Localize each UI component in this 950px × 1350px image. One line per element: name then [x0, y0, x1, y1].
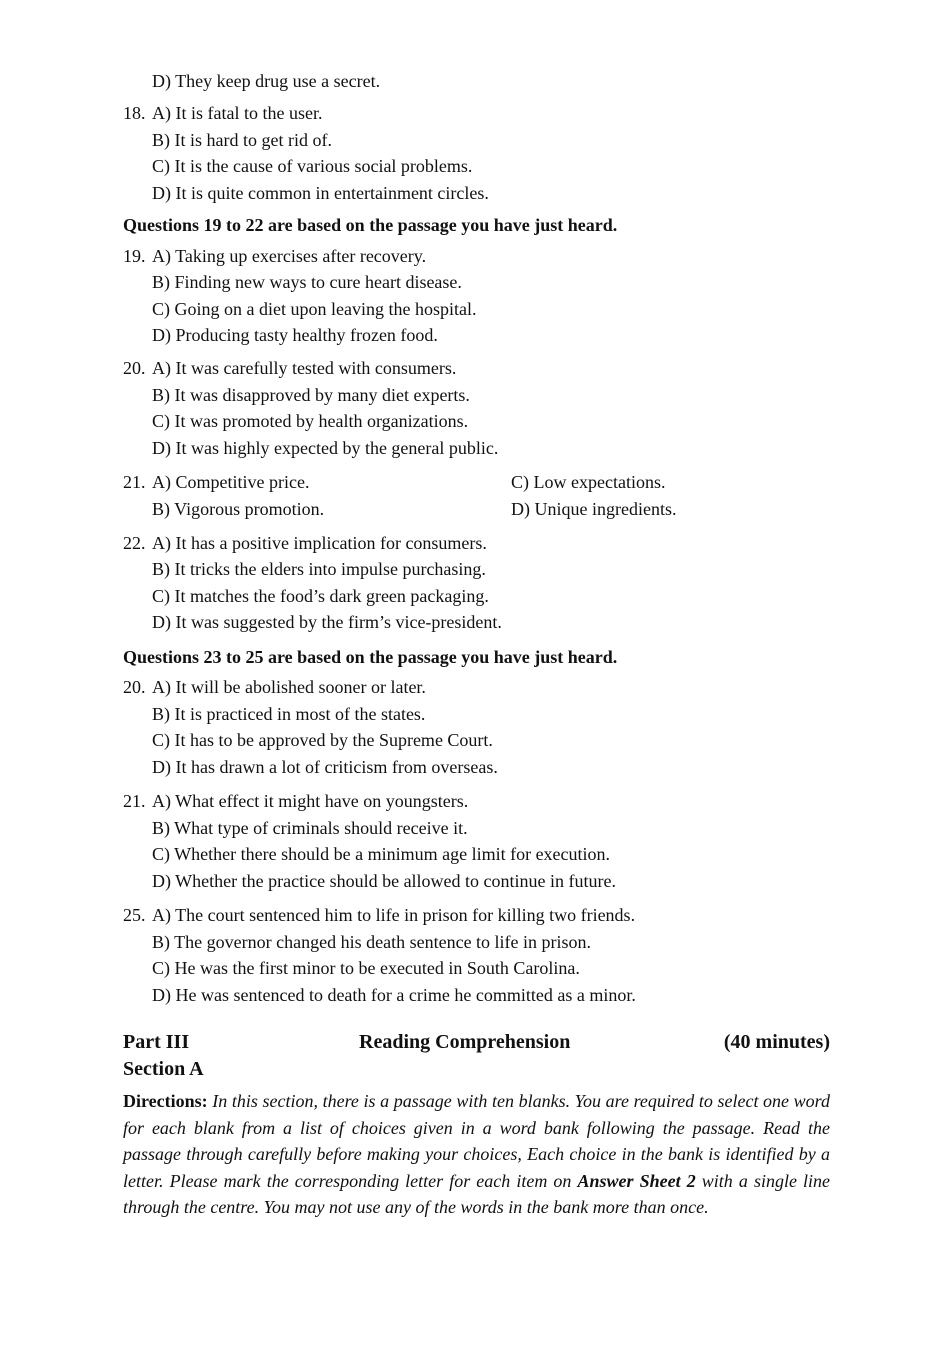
- q19-option-b: B) Finding new ways to cure heart disease.: [152, 272, 462, 292]
- q24-option-d: D) Whether the practice should be allowed to continue in future.: [152, 871, 617, 891]
- q21-option-d: D) Unique ingredients.: [511, 499, 677, 519]
- q18-option-a: A) It is fatal to the user.: [152, 103, 323, 123]
- q19-option-a: A) Taking up exercises after recovery.: [152, 246, 427, 266]
- part-label: Part III: [123, 1031, 190, 1053]
- q18-option-d: D) It is quite common in entertainment circles.: [152, 183, 489, 203]
- q20-option-a: A) It was carefully tested with consumers.: [152, 358, 457, 378]
- q22-option-b: B) It tricks the elders into impulse purchasing.: [152, 559, 486, 579]
- heading-questions-23-25: Questions 23 to 25 are based on the passage you have just heard.: [123, 647, 618, 667]
- q24-option-a: A) What effect it might have on youngsters.: [152, 791, 469, 811]
- directions-answer-sheet: Answer Sheet 2: [577, 1170, 696, 1191]
- q18-number: 18.: [123, 103, 146, 123]
- q22-option-c: C) It matches the food’s dark green packaging.: [152, 586, 489, 606]
- q25-number: 25.: [123, 905, 146, 925]
- q21-option-c: C) Low expectations.: [511, 472, 666, 492]
- part-time: (40 minutes): [723, 1031, 830, 1053]
- q24-option-b: B) What type of criminals should receive it.: [152, 818, 468, 838]
- q24-option-c: C) Whether there should be a minimum age limit for execution.: [152, 844, 611, 864]
- q25-option-a: A) The court sentenced him to life in prison for killing two friends.: [152, 905, 636, 925]
- q20-number: 20.: [123, 358, 146, 378]
- q23-option-b: B) It is practiced in most of the states.: [152, 704, 426, 724]
- q20-option-b: B) It was disapproved by many diet experts.: [152, 385, 470, 405]
- q20-option-c: C) It was promoted by health organizations.: [152, 411, 469, 431]
- q22-option-a: A) It has a positive implication for consumers.: [152, 533, 487, 553]
- q25-option-c: C) He was the first minor to be executed in South Carolina.: [152, 958, 580, 978]
- section-label: Section A: [123, 1058, 204, 1080]
- directions-text-1: In this section, there is a passage with ten blanks. You are required to select one word for each blank from a list of choices given in a word bank following the passage. Read the passage through carefully before making your choices, Each choice in the bank is identified by a letter. Please mark the corresponding letter for each item on: [123, 1091, 830, 1191]
- q21-option-b: B) Vigorous promotion.: [152, 499, 325, 519]
- q23-option-c: C) It has to be approved by the Supreme Court.: [152, 730, 493, 750]
- q22-number: 22.: [123, 533, 146, 553]
- q19-number: 19.: [123, 246, 146, 266]
- q19-option-c: C) Going on a diet upon leaving the hospital.: [152, 299, 477, 319]
- q23-option-a: A) It will be abolished sooner or later.: [152, 677, 426, 697]
- directions-label: Directions:: [123, 1091, 208, 1111]
- q25-option-b: B) The governor changed his death sentence to life in prison.: [152, 932, 592, 952]
- q21-number: 21.: [123, 472, 146, 492]
- q21-option-a: A) Competitive price.: [152, 472, 310, 492]
- directions-paragraph: [123, 1088, 830, 1221]
- heading-questions-19-22: Questions 19 to 22 are based on the passage you have just heard.: [123, 215, 618, 235]
- q20-option-d: D) It was highly expected by the general public.: [152, 438, 499, 458]
- q23-number: 20.: [123, 677, 146, 697]
- q23-option-d: D) It has drawn a lot of criticism from overseas.: [152, 757, 498, 777]
- q22-option-d: D) It was suggested by the firm’s vice-president.: [152, 612, 502, 632]
- q25-option-d: D) He was sentenced to death for a crime he committed as a minor.: [152, 985, 636, 1005]
- q24-number: 21.: [123, 791, 146, 811]
- q17-option-d: D) They keep drug use a secret.: [152, 71, 381, 91]
- q18-option-c: C) It is the cause of various social problems.: [152, 156, 473, 176]
- part-title: Reading Comprehension: [359, 1031, 571, 1053]
- q19-option-d: D) Producing tasty healthy frozen food.: [152, 325, 438, 345]
- directions-text-2: with a single line through the centre. You may not use any of the words in the bank more than once.: [123, 1170, 831, 1218]
- q18-option-b: B) It is hard to get rid of.: [152, 130, 332, 150]
